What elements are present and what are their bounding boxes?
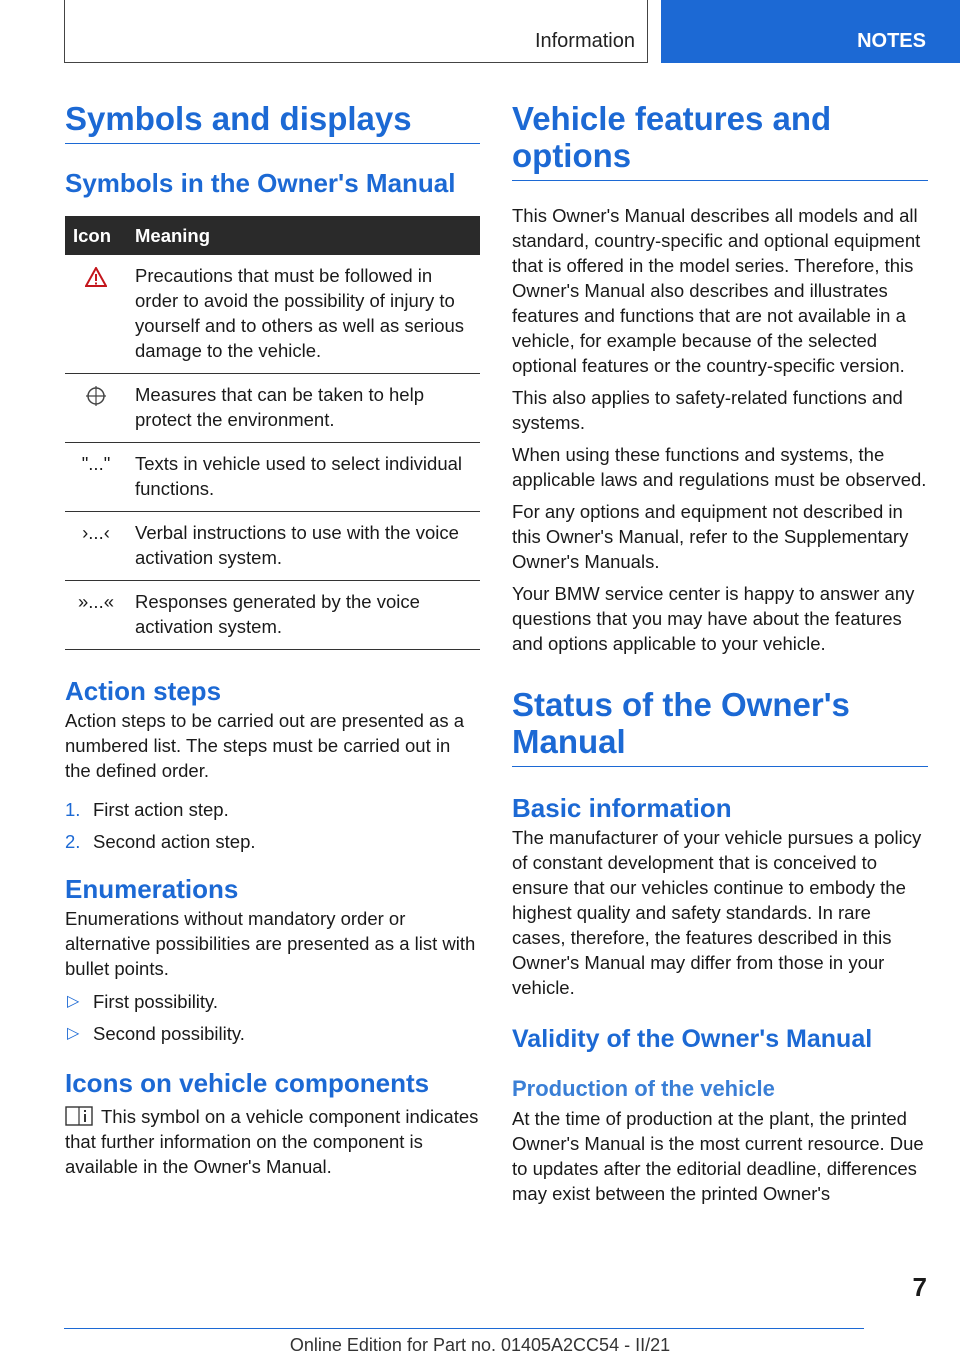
table-cell-meaning: Responses generated by the voice activation system. (127, 581, 480, 650)
table-cell-icon (65, 374, 127, 443)
table-cell-meaning: Measures that can be taken to help protect the environment. (127, 374, 480, 443)
right-column (512, 100, 928, 1206)
table-row (65, 374, 480, 443)
table-row (65, 255, 480, 374)
features-paragraph: This also applies to safety-related functions and systems. (512, 387, 903, 433)
symbols-heading: Symbols in the Owner's Manual (65, 168, 456, 198)
table-cell-icon: "..." (65, 443, 127, 512)
header-tab-label: NOTES (857, 30, 926, 52)
table-cell-meaning: Texts in vehicle used to select individual functions. (127, 443, 480, 512)
page-number: 7 (912, 1272, 927, 1302)
environment-leaf-icon (85, 385, 107, 407)
bullet-text: Second possibility. (93, 1023, 245, 1044)
step-number: 1. (65, 799, 81, 820)
production-text: At the time of production at the plant, the printed Owner's Manual is the most current resource. Due to updates after the editorial deadline, differences may exist between the printed Owner's (512, 1108, 924, 1204)
validity-heading: Validity of the Owner's Manual (512, 1025, 873, 1053)
header-section: Information (534, 30, 635, 52)
step-text: Second action step. (93, 831, 256, 852)
left-column (65, 100, 480, 1179)
footer-edition: Online Edition for Part no. 01405A2CC54 - II/21 (289, 1335, 671, 1355)
symbols-table (65, 216, 480, 650)
basic-info-text: The manufacturer of your vehicle pursues a policy of constant development that is conceived to ensure that our vehicles continue to embody the highest quality and safety standards. In rare cases, therefore, the features described in this Owner's Manual may differ from those in your vehicle. (512, 827, 922, 998)
table-header-row (65, 216, 480, 255)
table-cell-meaning: Verbal instructions to use with the voice activation system. (127, 512, 480, 581)
action-steps-text: Action steps to be carried out are presented as a numbered list. The steps must be carried out in the defined order. (65, 710, 465, 781)
table-cell-icon (65, 255, 127, 374)
action-steps-heading: Action steps (65, 676, 222, 706)
bullet-triangle-icon: ▷ (67, 993, 80, 1010)
table-row (65, 512, 480, 581)
list-item (65, 1021, 480, 1046)
step-text: First action step. (93, 799, 229, 820)
bullet-text: First possibility. (93, 991, 219, 1012)
warning-triangle-icon (85, 267, 107, 287)
icons-text: This symbol on a vehicle component indicates that further information on the component is available in the Owner's Manual. (65, 1106, 479, 1177)
info-book-icon (65, 1106, 93, 1126)
list-item (65, 989, 480, 1014)
features-paragraph: This Owner's Manual describes all models and all standard, country-specific and optional equipment that is offered in the model series. Therefore, this Owner's Manual also describes and illustrates features and functions that are not available in a vehicle, for example because of the selected optional features or the country-specific version. (512, 205, 921, 376)
list-item (65, 829, 480, 854)
icons-paragraph (65, 1104, 480, 1179)
action-steps-list (65, 797, 480, 854)
basic-info-heading: Basic information (512, 793, 732, 823)
header-frame (64, 0, 648, 63)
table-cell-meaning: Precautions that must be followed in order to avoid the possibility of injury to yourself and to others as well as serious damage to the vehicle. (127, 255, 480, 374)
table-row (65, 443, 480, 512)
status-title: Status of the Owner's Manual (512, 686, 928, 767)
features-body (512, 203, 928, 656)
features-title: Vehicle features and options (512, 100, 928, 181)
footer-divider (64, 1328, 864, 1329)
page-title: Symbols and displays (65, 100, 480, 144)
production-heading: Production of the vehicle (512, 1076, 775, 1101)
enumerations-heading: Enumerations (65, 874, 239, 904)
bullet-triangle-icon: ▷ (67, 1025, 80, 1042)
table-cell-icon: »...« (65, 581, 127, 650)
table-row (65, 581, 480, 650)
features-paragraph: For any options and equipment not described in this Owner's Manual, refer to the Supplementary Owner's Manuals. (512, 501, 909, 572)
list-item (65, 797, 480, 822)
enumerations-list (65, 989, 480, 1046)
step-number: 2. (65, 831, 81, 852)
features-paragraph: When using these functions and systems, the applicable laws and regulations must be observed. (512, 444, 927, 490)
table-cell-icon: ›...‹ (65, 512, 127, 581)
enumerations-text: Enumerations without mandatory order or alternative possibilities are presented as a list with bullet points. (65, 908, 476, 979)
table-col-icon: Icon (65, 216, 127, 255)
features-paragraph: Your BMW service center is happy to answer any questions that you may have about the features and options applicable to your vehicle. (512, 583, 915, 654)
icons-heading: Icons on vehicle components (65, 1068, 430, 1098)
header-tab (661, 0, 960, 63)
table-col-meaning: Meaning (127, 216, 480, 255)
